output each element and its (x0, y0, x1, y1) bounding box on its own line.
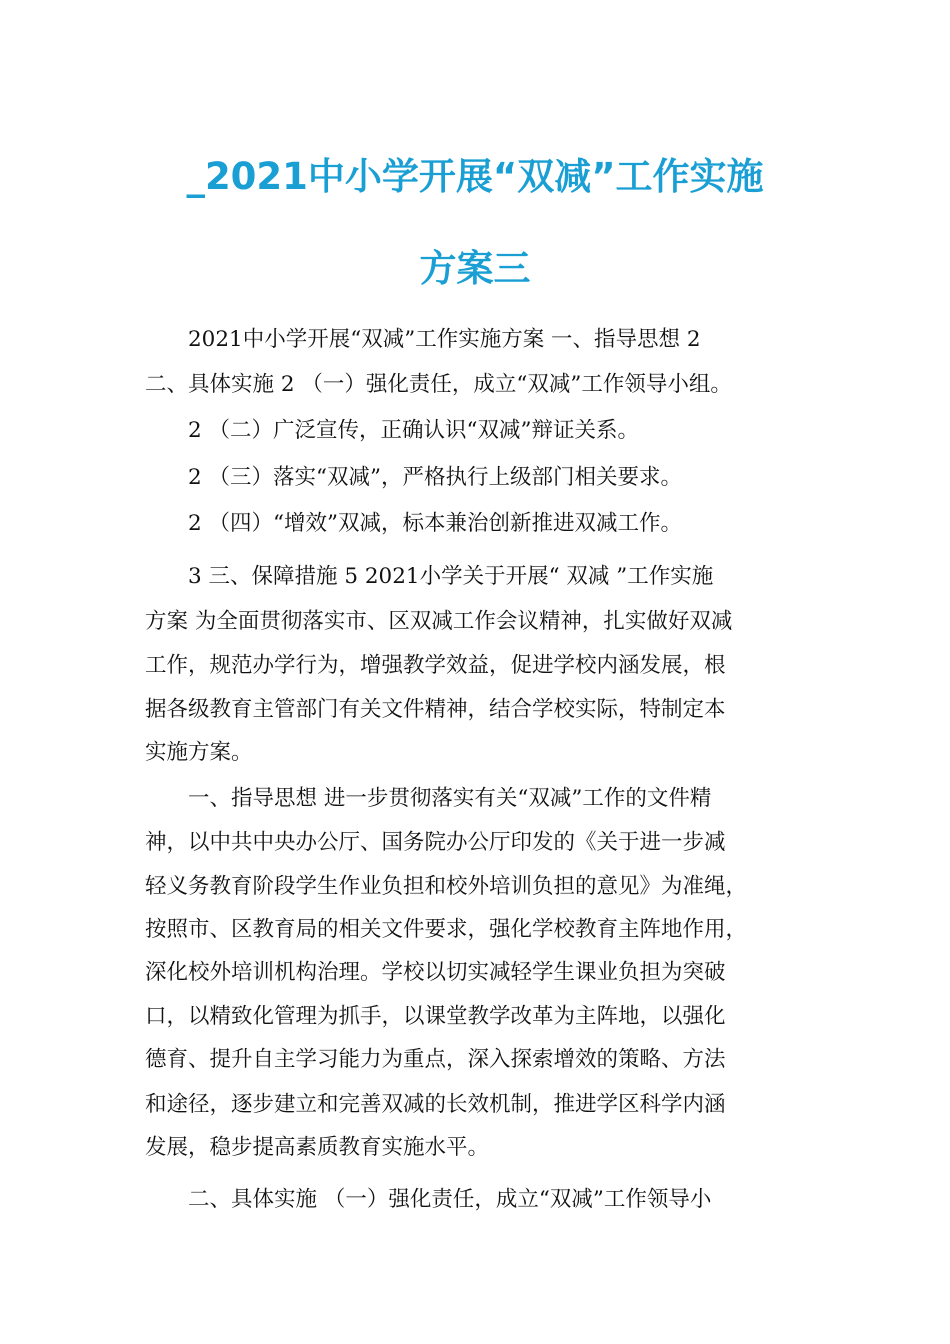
body-line: 3 三、保障措施 5 2021小学关于开展“ 双减 ”工作实施 (145, 564, 714, 589)
body-line: 和途径，逐步建立和完善双减的长效机制，推进学区科学内涵 (145, 1092, 726, 1117)
body-line: 2 （三）落实“双减”，严格执行上级部门相关要求。 (145, 465, 682, 490)
body-line: 二、具体实施 （一）强化责任，成立“双减”工作领导小 (145, 1187, 712, 1212)
body-line: 二、具体实施 2 （一）强化责任，成立“双减”工作领导小组。 (145, 372, 732, 397)
body-line: 深化校外培训机构治理。学校以切实减轻学生课业负担为突破 (145, 960, 726, 985)
document-title-line-1: _2021中小学开展“双减”工作实施 (186, 155, 764, 198)
body-line: 工作，规范办学行为，增强教学效益，促进学校内涵发展，根 (145, 653, 726, 678)
body-line: 轻义务教育阶段学生作业负担和校外培训负担的意见》为准绳， (145, 874, 748, 899)
body-line: 2 （四）“增效”双减，标本兼治创新推进双减工作。 (145, 511, 682, 536)
body-line: 口，以精致化管理为抓手，以课堂教学改革为主阵地，以强化 (145, 1004, 726, 1029)
body-line: 神，以中共中央办公厅、国务院办公厅印发的《关于进一步减 (145, 830, 726, 855)
body-line: 一、指导思想 进一步贯彻落实有关“双减”工作的文件精 (145, 786, 712, 811)
body-line: 2 （二）广泛宣传，正确认识“双减”辩证关系。 (145, 418, 639, 443)
body-line: 实施方案。 (145, 740, 253, 765)
body-line: 2021中小学开展“双减”工作实施方案 一、指导思想 2 (145, 327, 701, 352)
body-line: 德育、提升自主学习能力为重点，深入探索增效的策略、方法 (145, 1047, 726, 1072)
body-line: 方案 为全面贯彻落实市、区双减工作会议精神，扎实做好双减 (145, 609, 733, 634)
body-line: 据各级教育主管部门有关文件精神，结合学校实际，特制定本 (145, 697, 726, 722)
body-line: 按照市、区教育局的相关文件要求，强化学校教育主阵地作用， (145, 917, 748, 942)
body-line: 发展，稳步提高素质教育实施水平。 (145, 1135, 490, 1160)
document-title-line-2: 方案三 (419, 247, 531, 290)
